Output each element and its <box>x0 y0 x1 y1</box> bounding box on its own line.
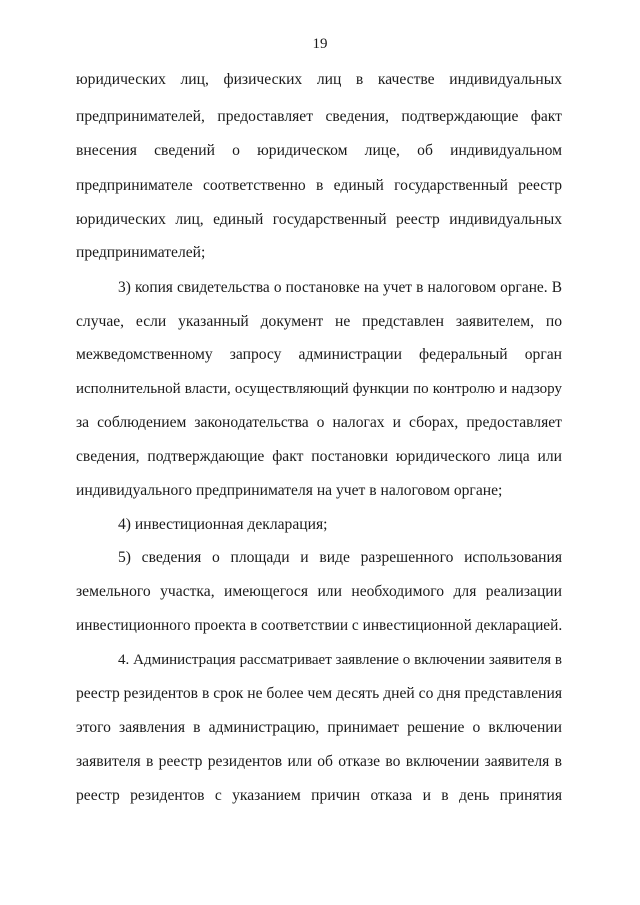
text-line: предпринимателе соответственно в единый государственный реестр <box>76 177 562 194</box>
text-line: юридических лиц, физических лиц в качестве индивидуальных <box>76 71 562 88</box>
text-line: за соблюдением законодательства о налогах и сборах, предоставляет <box>76 414 562 431</box>
text-line: земельного участка, имеющегося или необходимого для реализации <box>76 583 562 600</box>
text-line: 5) сведения о площади и виде разрешенного использования <box>118 549 562 566</box>
text-line: юридических лиц, единый государственный реестр индивидуальных <box>76 211 562 228</box>
text-line: заявителя в реестр резидентов или об отказе во включении заявителя в <box>76 753 562 770</box>
text-line: реестр резидентов в срок не более чем десять дней со дня представления <box>76 685 562 702</box>
text-line: индивидуального предпринимателя на учет в налоговом органе; <box>76 482 503 499</box>
text-line: сведения, подтверждающие факт постановки юридического лица или <box>76 448 562 465</box>
text-line: реестр резидентов с указанием причин отказа и в день принятия <box>76 787 562 804</box>
text-line: случае, если указанный документ не представлен заявителем, по <box>76 313 562 330</box>
text-line: инвестиционного проекта в соответствии с инвестиционной декларацией. <box>76 617 563 634</box>
text-line: внесения сведений о юридическом лице, об индивидуальном <box>76 142 562 159</box>
page-number: 19 <box>312 36 328 52</box>
text-line: исполнительной власти, осуществляющий функции по контролю и надзору <box>76 381 562 397</box>
text-line: предпринимателей; <box>76 244 206 261</box>
text-line: этого заявления в администрацию, принимает решение о включении <box>76 719 562 736</box>
text-line: предпринимателей, предоставляет сведения, подтверждающие факт <box>76 108 562 125</box>
text-line: 4. Администрация рассматривает заявление о включении заявителя в <box>118 652 562 668</box>
text-line: 4) инвестиционная декларация; <box>118 516 328 533</box>
text-line: межведомственному запросу администрации федеральный орган <box>76 346 562 363</box>
text-line: 3) копия свидетельства о постановке на учет в налоговом органе. В <box>118 279 562 296</box>
